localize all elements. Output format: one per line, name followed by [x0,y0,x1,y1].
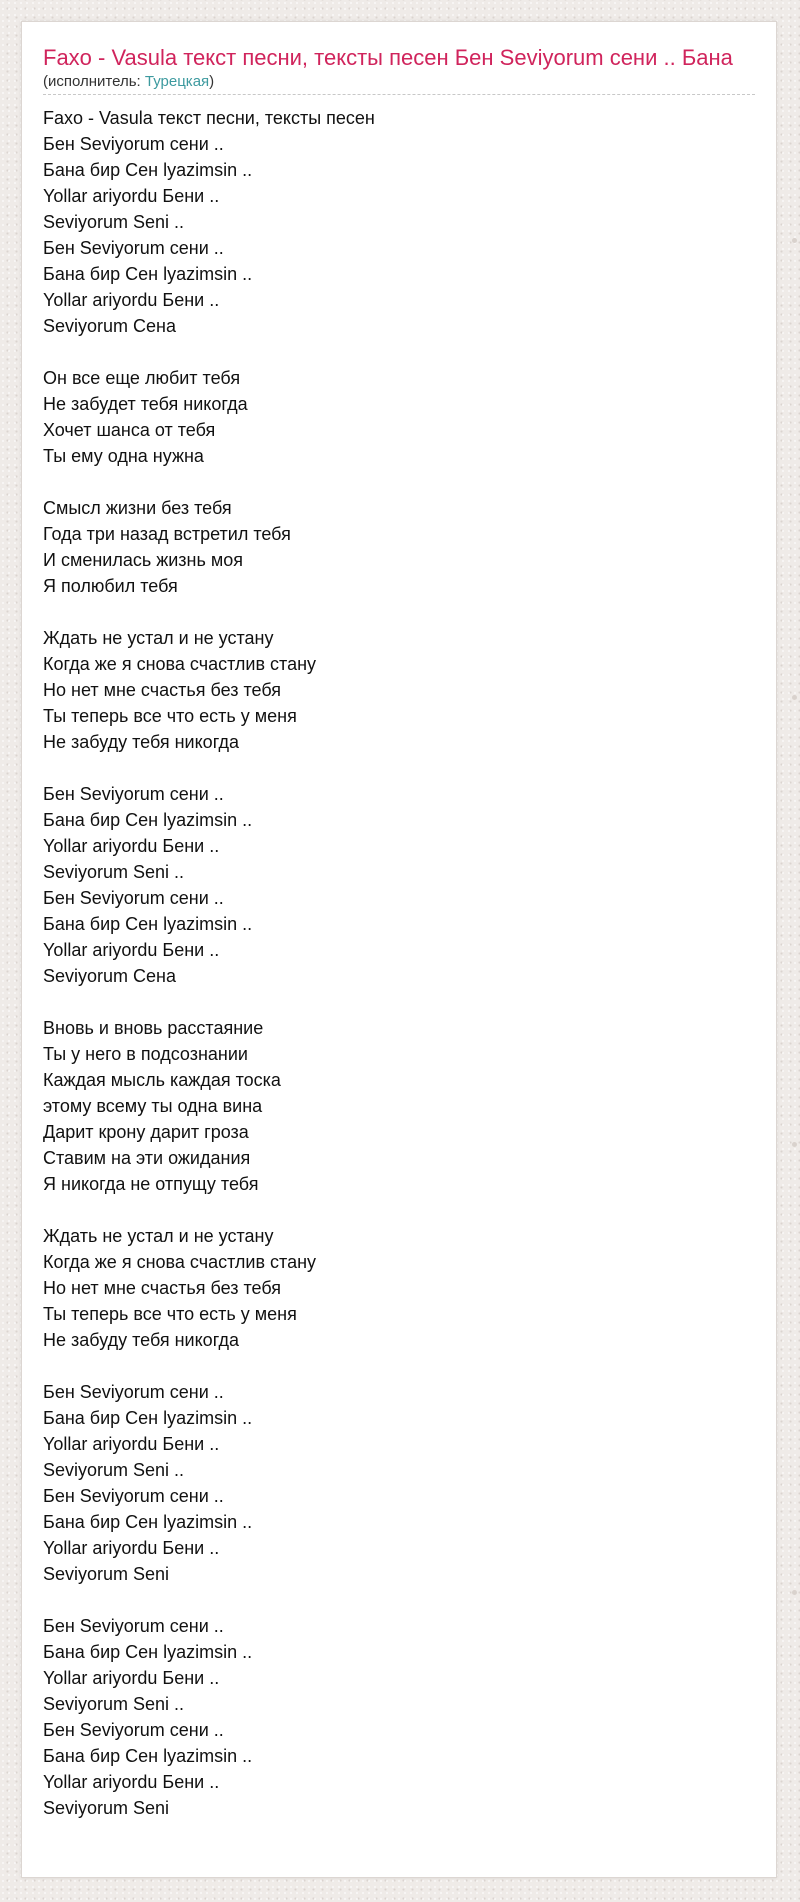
lyric-line: Хочет шанса от тебя [43,420,216,440]
lyric-line: Не забуду тебя никогда [43,732,239,752]
lyric-line: Yollar ariyordu Бени .. [43,1668,220,1688]
lyric-line: Yollar ariyordu Бени .. [43,1772,220,1792]
lyric-line: Я полюбил тебя [43,576,178,596]
lyrics-stanza [43,1379,756,1587]
lyric-line: Бана бир Сен lyazimsin .. [43,810,253,830]
lyrics-stanza [43,781,756,989]
lyrics-body [43,105,756,1821]
lyrics-stanza [43,1015,756,1197]
artist-suffix: ) [209,73,215,90]
lyric-line: Seviyorum Seni .. [43,862,185,882]
lyric-line: Когда же я снова счастлив стану [43,654,317,674]
lyrics-card [21,21,777,1878]
lyric-line: этому всему ты одна вина [43,1096,263,1116]
lyric-line: Seviyorum Seni [43,1798,170,1818]
lyric-line: Бана бир Сен lyazimsin .. [43,160,253,180]
lyric-line: Но нет мне счастья без тебя [43,680,281,700]
lyric-line: Yollar ariyordu Бени .. [43,186,220,206]
lyric-line: Вновь и вновь расстаяние [43,1018,264,1038]
lyric-line: Бен Seviyorum сени .. [43,134,224,154]
lyrics-stanza [43,625,756,755]
lyric-line: Когда же я снова счастлив стану [43,1252,317,1272]
lyric-line: Faxo - Vasula текст песни, тексты песен [43,108,375,128]
lyric-line: Но нет мне счастья без тебя [43,1278,281,1298]
lyric-line: Я никогда не отпущу тебя [43,1174,259,1194]
lyric-line: Seviyorum Seni [43,1564,170,1584]
lyric-line: Ставим на эти ожидания [43,1148,251,1168]
lyric-line: Бана бир Сен lyazimsin .. [43,1746,253,1766]
page-title: Faxo - Vasula текст песни, тексты песен Бен Seviyorum сени .. Бана [43,45,733,70]
lyric-line: Дарит крону дарит гроза [43,1122,249,1142]
lyric-line: Seviyorum Seni .. [43,212,185,232]
lyric-line: Yollar ariyordu Бени .. [43,940,220,960]
lyrics-stanza [43,495,756,599]
lyrics-stanza [43,105,756,339]
lyric-line: Не забудет тебя никогда [43,394,248,414]
lyrics-stanza [43,365,756,469]
lyric-line: Ждать не устал и не устану [43,1226,274,1246]
lyric-line: Бана бир Сен lyazimsin .. [43,1642,253,1662]
lyric-line: Бана бир Сен lyazimsin .. [43,914,253,934]
artist-prefix: (исполнитель: [43,73,145,90]
lyric-line: Yollar ariyordu Бени .. [43,1434,220,1454]
artist-link[interactable]: Турецкая [144,73,210,90]
lyric-line: Бен Seviyorum сени .. [43,1486,224,1506]
lyric-line: Seviyorum Сена [43,966,176,986]
edge-decoration [792,238,797,243]
artist-line [43,73,755,95]
lyric-line: Бана бир Сен lyazimsin .. [43,1512,253,1532]
lyrics-stanza [43,1223,756,1353]
edge-decoration [792,1590,797,1595]
lyric-line: Yollar ariyordu Бени .. [43,1538,220,1558]
lyric-line: Не забуду тебя никогда [43,1330,239,1350]
lyric-line: Ты теперь все что есть у меня [43,706,297,726]
lyric-line: Бен Seviyorum сени .. [43,784,224,804]
lyric-line: И сменилась жизнь моя [43,550,244,570]
lyric-line: Yollar ariyordu Бени .. [43,290,220,310]
lyric-line: Бен Seviyorum сени .. [43,1720,224,1740]
lyrics-stanza [43,1613,756,1821]
lyric-line: Ты теперь все что есть у меня [43,1304,297,1324]
lyric-line: Он все еще любит тебя [43,368,241,388]
lyric-line: Бен Seviyorum сени .. [43,888,224,908]
lyric-line: Seviyorum Сена [43,316,176,336]
lyric-line: Смысл жизни без тебя [43,498,232,518]
lyric-line: Seviyorum Seni .. [43,1460,185,1480]
edge-decoration [792,1142,797,1147]
lyric-line: Seviyorum Seni .. [43,1694,185,1714]
lyric-line: Yollar ariyordu Бени .. [43,836,220,856]
edge-decoration [792,695,797,700]
lyric-line: Ты у него в подсознании [43,1044,248,1064]
lyric-line: Бен Seviyorum сени .. [43,1616,224,1636]
lyric-line: Бана бир Сен lyazimsin .. [43,264,253,284]
lyric-line: Каждая мысль каждая тоска [43,1070,281,1090]
lyric-line: Ждать не устал и не устану [43,628,274,648]
lyric-line: Бен Seviyorum сени .. [43,1382,224,1402]
lyric-line: Бен Seviyorum сени .. [43,238,224,258]
lyric-line: Бана бир Сен lyazimsin .. [43,1408,253,1428]
lyric-line: Ты ему одна нужна [43,446,204,466]
lyric-line: Года три назад встретил тебя [43,524,291,544]
